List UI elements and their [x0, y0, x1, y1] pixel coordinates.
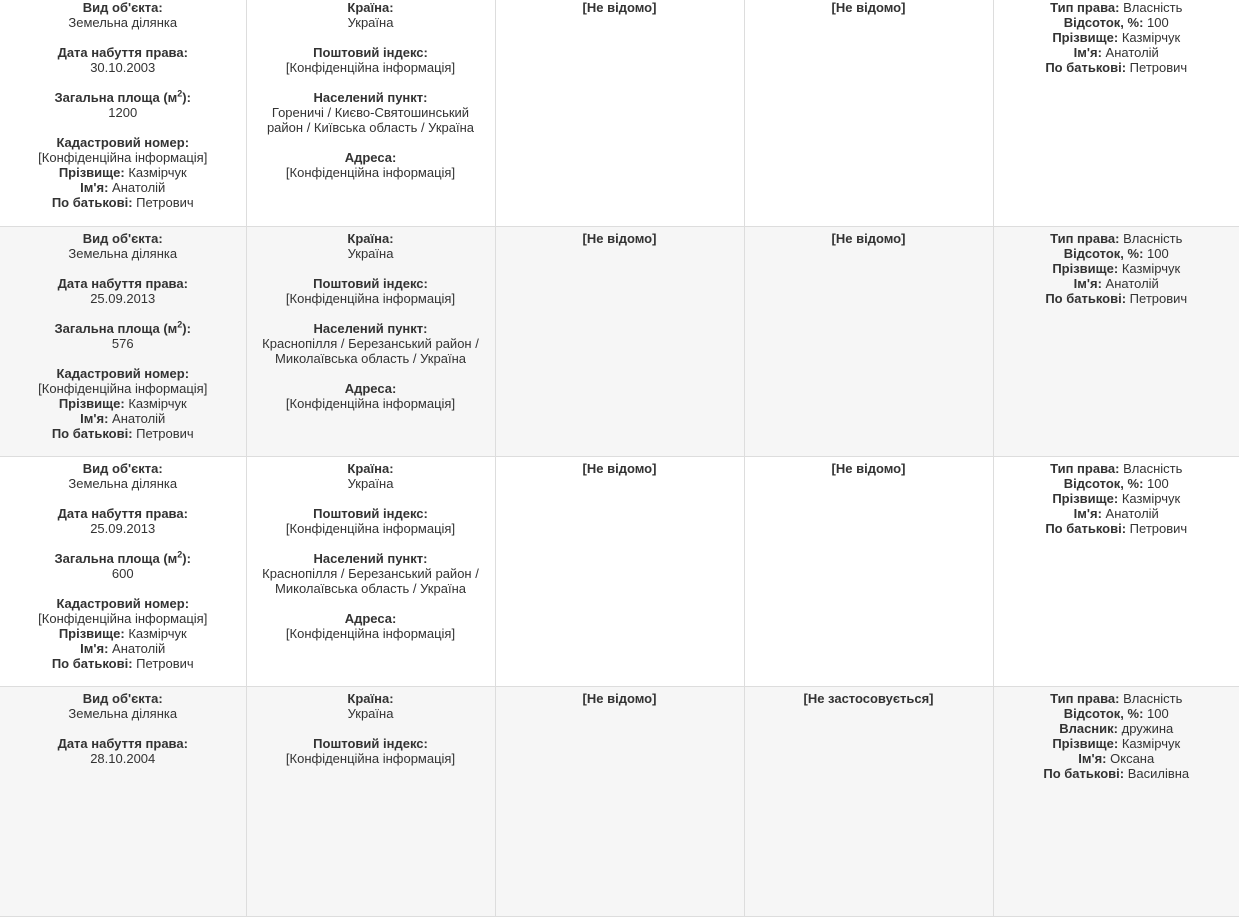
- unknown-value: [Не відомо]: [582, 230, 657, 246]
- name-line: Ім'я: Анатолій: [80, 410, 166, 426]
- unknown-cell: [744, 456, 993, 686]
- country-label: Країна:: [347, 460, 394, 476]
- acquired-value: 25.09.2013: [90, 290, 156, 306]
- locality-value-line1: Краснопілля / Березанський район /: [262, 565, 479, 581]
- table-row: [0, 456, 1239, 686]
- country-label: Країна:: [347, 690, 394, 706]
- locality-label: Населений пункт:: [313, 90, 428, 105]
- postal-label: Поштовий індекс:: [313, 45, 428, 60]
- unknown-cell: [744, 0, 993, 226]
- postal-value: [Конфіденційна інформація]: [285, 60, 456, 75]
- rights-cell: [993, 686, 1239, 916]
- postal-label: Поштовий індекс:: [313, 505, 428, 521]
- acquired-label: Дата набуття права:: [57, 735, 188, 751]
- table-row: [0, 226, 1239, 456]
- acquired-value: 25.09.2013: [90, 520, 156, 536]
- unknown-cell: [495, 226, 744, 456]
- address-label: Адреса:: [344, 610, 397, 626]
- right-patronymic-line: По батькові: Василівна: [1043, 765, 1190, 781]
- unknown-value: [Не відомо]: [831, 230, 906, 246]
- rights-cell: [993, 456, 1239, 686]
- not-applicable-cell: [744, 686, 993, 916]
- locality-value-line1: Гореничі / Києво-Святошинський: [271, 105, 470, 120]
- locality-value-line2: район / Київська область / Україна: [266, 120, 475, 135]
- right-name-line: Ім'я: Анатолій: [1073, 505, 1159, 521]
- location-cell: [246, 686, 495, 916]
- country-value: Україна: [347, 705, 394, 721]
- postal-value: [Конфіденційна інформація]: [285, 750, 456, 766]
- unknown-cell: [495, 0, 744, 226]
- rights-cell: [993, 0, 1239, 226]
- right-surname-line: Прізвище: Казмірчук: [1052, 30, 1181, 45]
- address-value: [Конфіденційна інформація]: [285, 625, 456, 641]
- unknown-value: [Не відомо]: [582, 0, 657, 15]
- locality-label: Населений пункт:: [313, 320, 428, 336]
- cadastral-value: [Конфіденційна інформація]: [38, 610, 208, 626]
- object-cell: [0, 0, 246, 226]
- patronymic-line: По батькові: Петрович: [51, 655, 194, 671]
- patronymic-line: По батькові: Петрович: [51, 425, 194, 441]
- postal-value: [Конфіденційна інформація]: [285, 520, 456, 536]
- right-patronymic-line: По батькові: Петрович: [1045, 520, 1188, 536]
- address-label: Адреса:: [344, 380, 397, 396]
- owner-line: Власник: дружина: [1059, 720, 1174, 736]
- right-surname-line: Прізвище: Казмірчук: [1052, 735, 1181, 751]
- unknown-cell: [495, 686, 744, 916]
- object-type-value: Земельна ділянка: [68, 475, 178, 491]
- right-name-line: Ім'я: Анатолій: [1073, 275, 1159, 291]
- name-line: Ім'я: Анатолій: [80, 640, 166, 656]
- acquired-label: Дата набуття права:: [57, 505, 188, 521]
- rights-cell: [993, 226, 1239, 456]
- location-cell: [246, 0, 495, 226]
- right-patronymic-line: По батькові: Петрович: [1045, 290, 1188, 306]
- object-type-label: Вид об'єкта:: [82, 0, 163, 15]
- unknown-cell: [744, 226, 993, 456]
- cadastral-label: Кадастровий номер:: [56, 365, 190, 381]
- object-type-value: Земельна ділянка: [68, 245, 178, 261]
- surname-line: Прізвище: Казмірчук: [58, 625, 187, 641]
- area-value: 1200: [108, 105, 138, 120]
- address-value: [Конфіденційна інформація]: [285, 165, 456, 180]
- location-cell: [246, 456, 495, 686]
- percent-line: Відсоток, %: 100: [1063, 245, 1169, 261]
- object-type-label: Вид об'єкта:: [82, 230, 163, 246]
- locality-value-line2: Миколаївська область / Україна: [275, 350, 466, 366]
- area-label: Загальна площа $(м^2)$:: [54, 319, 191, 336]
- right-type-line: Тип права: Власність: [1050, 0, 1183, 15]
- object-type-label: Вид об'єкта:: [82, 690, 163, 706]
- country-label: Країна:: [347, 230, 394, 246]
- cadastral-value: [Конфіденційна інформація]: [38, 150, 208, 165]
- right-type-line: Тип права: Власність: [1050, 690, 1183, 706]
- right-name-line: Ім'я: Анатолій: [1073, 45, 1159, 60]
- country-value: Україна: [347, 245, 394, 261]
- object-cell: [0, 226, 246, 456]
- address-label: Адреса:: [344, 150, 397, 165]
- right-type-line: Тип права: Власність: [1050, 460, 1183, 476]
- country-label: Країна:: [347, 0, 394, 15]
- acquired-label: Дата набуття права:: [57, 45, 188, 60]
- address-value: [Конфіденційна інформація]: [285, 395, 456, 411]
- name-line: Ім'я: Анатолій: [80, 180, 166, 195]
- right-surname-line: Прізвище: Казмірчук: [1052, 260, 1181, 276]
- table-row: [0, 0, 1239, 226]
- area-value: 600: [111, 565, 134, 581]
- unknown-cell: [495, 456, 744, 686]
- unknown-value: [Не відомо]: [831, 0, 906, 15]
- cadastral-label: Кадастровий номер:: [56, 135, 190, 150]
- acquired-label: Дата набуття права:: [57, 275, 188, 291]
- surname-line: Прізвище: Казмірчук: [58, 165, 187, 180]
- country-value: Україна: [347, 475, 394, 491]
- postal-value: [Конфіденційна інформація]: [285, 290, 456, 306]
- locality-value-line2: Миколаївська область / Україна: [275, 580, 466, 596]
- area-label: Загальна площа $(м^2)$:: [54, 549, 191, 566]
- right-type-line: Тип права: Власність: [1050, 230, 1183, 246]
- object-cell: [0, 686, 246, 916]
- right-name-line: Ім'я: Оксана: [1078, 750, 1155, 766]
- locality-label: Населений пункт:: [313, 550, 428, 566]
- area-label: Загальна площа $(м^2)$:: [54, 88, 191, 105]
- country-value: Україна: [347, 15, 394, 30]
- unknown-value: [Не відомо]: [582, 460, 657, 476]
- acquired-value: 30.10.2003: [90, 60, 156, 75]
- unknown-value: [Не відомо]: [582, 690, 657, 706]
- cadastral-label: Кадастровий номер:: [56, 595, 190, 611]
- right-patronymic-line: По батькові: Петрович: [1045, 60, 1188, 75]
- postal-label: Поштовий індекс:: [313, 735, 428, 751]
- acquired-value: 28.10.2004: [90, 750, 156, 766]
- percent-line: Відсоток, %: 100: [1063, 705, 1169, 721]
- surname-line: Прізвище: Казмірчук: [58, 395, 187, 411]
- object-cell: [0, 456, 246, 686]
- unknown-value: [Не відомо]: [831, 460, 906, 476]
- location-cell: [246, 226, 495, 456]
- object-type-value: Земельна ділянка: [68, 15, 178, 30]
- cadastral-value: [Конфіденційна інформація]: [38, 380, 208, 396]
- object-type-label: Вид об'єкта:: [82, 460, 163, 476]
- percent-line: Відсоток, %: 100: [1063, 15, 1169, 30]
- table-row: [0, 686, 1239, 916]
- right-surname-line: Прізвище: Казмірчук: [1052, 490, 1181, 506]
- area-value: 576: [111, 335, 134, 351]
- postal-label: Поштовий індекс:: [313, 275, 428, 291]
- not-applicable-value: [Не застосовується]: [803, 690, 934, 706]
- patronymic-line: По батькові: Петрович: [51, 195, 194, 210]
- percent-line: Відсоток, %: 100: [1063, 475, 1169, 491]
- locality-value-line1: Краснопілля / Березанський район /: [262, 335, 479, 351]
- object-type-value: Земельна ділянка: [68, 705, 178, 721]
